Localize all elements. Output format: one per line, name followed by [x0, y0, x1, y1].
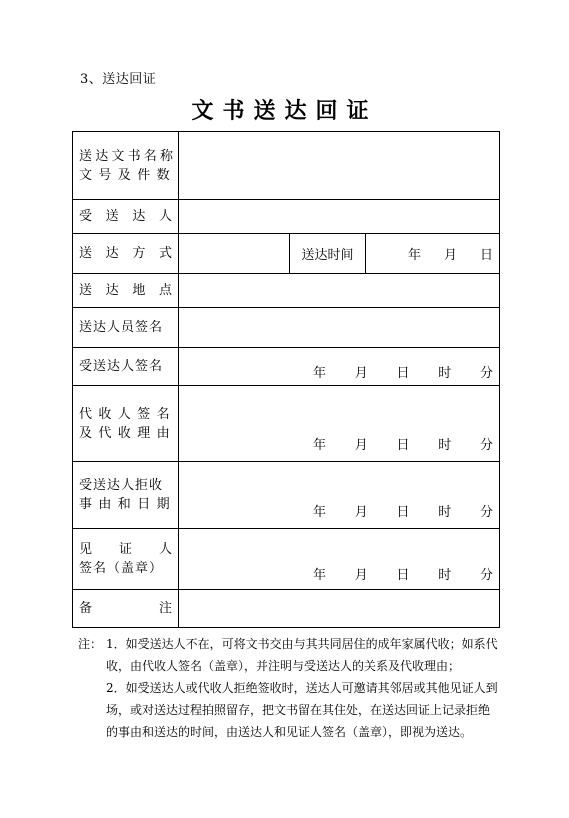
row-recipient-signature — [73, 348, 500, 386]
field-recipient[interactable] — [179, 200, 500, 234]
field-service-date[interactable]: 年 月 日 — [366, 234, 500, 274]
label-document-name: 送达文书名称 文号及件数 — [73, 132, 179, 200]
row-location — [73, 274, 500, 308]
note-1-line-2: 收，由代收人签名（盖章），并注明与受送达人的关系及代收理由； — [106, 659, 461, 673]
label-refusal: 受送达人拒收 事由和日期 — [73, 462, 179, 529]
label-server-signature: 送达人员签名 — [73, 308, 179, 348]
field-method[interactable] — [179, 234, 290, 274]
label-recipient-signature: 受送达人签名 — [73, 348, 179, 386]
label-location: 送 达 地 点 — [73, 274, 179, 308]
label-service-time: 送达时间 — [290, 234, 366, 274]
field-location[interactable] — [179, 274, 500, 308]
datetime-parts: 年 月 日 时 分 — [313, 568, 494, 583]
service-receipt-form — [72, 131, 500, 628]
row-method-time — [73, 234, 500, 274]
row-server-signature — [73, 308, 500, 348]
label-proxy: 代收人签名 及代收理由 — [73, 386, 179, 462]
field-server-signature[interactable] — [179, 308, 500, 348]
note-2-line-2: 场，或对送达过程拍照留存，把文书留在其住处，在送达回证上记录拒绝 — [106, 703, 491, 717]
document-title: 文书送达回证 — [191, 99, 378, 124]
row-remarks — [73, 590, 500, 628]
row-recipient — [73, 200, 500, 234]
datetime-parts: 年 月 日 时 分 — [313, 438, 494, 453]
field-refusal[interactable] — [179, 462, 500, 529]
field-document-name[interactable] — [179, 132, 500, 200]
field-proxy[interactable] — [179, 386, 500, 462]
label-recipient: 受 送 达 人 — [73, 200, 179, 234]
note-1-line-1: 注： 1．如受送达人不在，可将文书交由与其共同居住的成年家属代收；如系代 — [78, 637, 498, 651]
field-recipient-signature[interactable] — [179, 348, 500, 386]
field-witness[interactable] — [179, 529, 500, 590]
section-label: 3、送达回证 — [80, 72, 157, 87]
note-2-line-3: 的事由和送达的时间，由送达人和见证人签名（盖章），即视为送达。 — [106, 725, 473, 739]
label-witness: 见 证 人 签名（盖章） — [73, 529, 179, 590]
notes — [78, 633, 503, 743]
field-remarks[interactable] — [179, 590, 500, 628]
datetime-parts: 年 月 日 时 分 — [313, 366, 494, 381]
label-remarks: 备 注 — [73, 590, 179, 628]
row-witness — [73, 529, 500, 590]
row-refusal — [73, 462, 500, 529]
datetime-parts: 年 月 日 时 分 — [313, 505, 494, 520]
label-method: 送 达 方 式 — [73, 234, 179, 274]
row-proxy — [73, 386, 500, 462]
row-document-name — [73, 132, 500, 200]
note-2-line-1: 2．如受送达人或代收人拒绝签收时，送达人可邀请其邻居或其他见证人到 — [106, 681, 498, 695]
